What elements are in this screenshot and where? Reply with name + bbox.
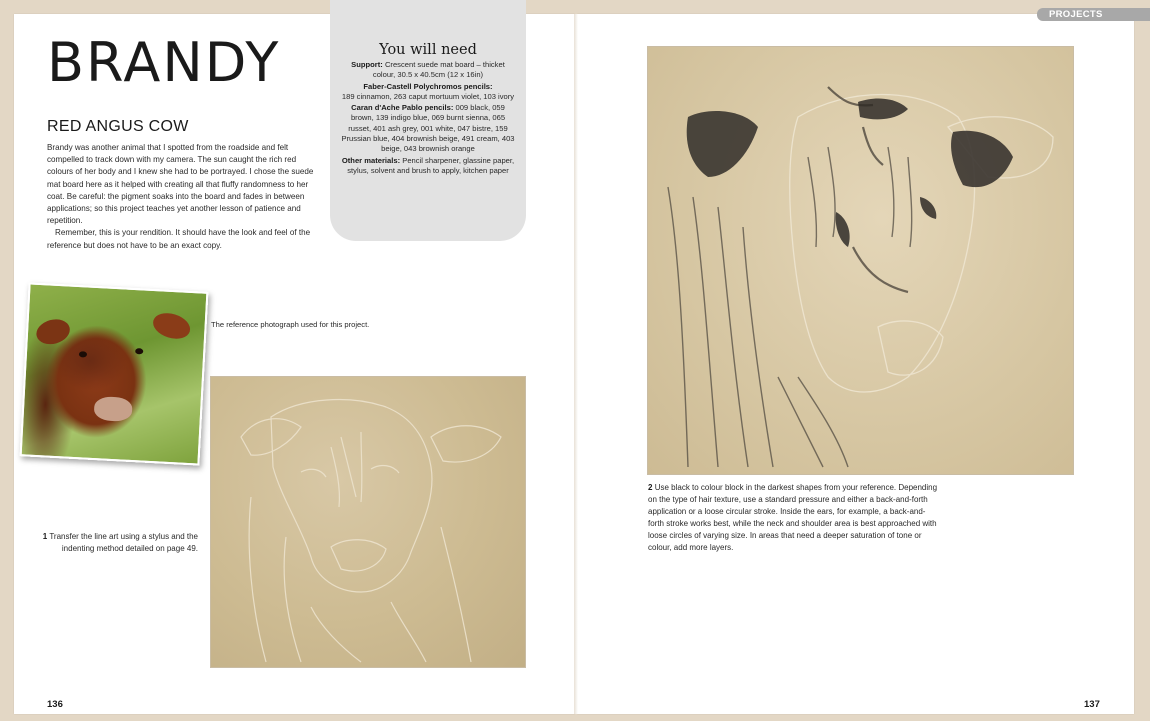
page-number-right: 137 [1084,699,1100,710]
cow-ear-right [150,309,193,343]
line-art-sketch [211,377,525,667]
step2-caption [648,482,938,555]
reference-photo [20,282,209,465]
materials-item-text: 009 black, 059 brown, 139 indigo blue, 069 burnt sienna, 065 russet, 401 ash grey, 001 white, 047 bistre, 159 Prussian blue, 404 brownish beige, 491 cream, 403 beige, 043 brownish orange [341,103,515,154]
materials-item-label: Caran d'Ache Pablo pencils: [351,103,454,113]
materials-item [340,82,516,103]
section-tab: PROJECTS [1037,8,1150,21]
cow-eye-right [135,348,143,354]
cow-muzzle [94,396,133,422]
photo-caption: The reference photograph used for this project. [211,320,370,329]
cow-drawing [648,47,1073,474]
intro-paragraph-2: Remember, this is your rendition. It should have the look and feel of the reference but does not have to be an exact copy. [47,228,311,250]
intro-text [47,142,315,252]
materials-item-text: 189 cinnamon, 263 caput mortuum violet, 103 ivory [341,91,515,101]
page-number-left: 136 [47,699,63,710]
materials-item-label: Faber-Castell Polychromos pencils: [363,81,493,91]
page-gutter [574,14,578,714]
cow-ear-left [34,316,73,348]
step1-caption [40,531,198,555]
intro-paragraph-1: Brandy was another animal that I spotted from the roadside and felt compelled to track down with my camera. The sun caught the rich red colours of her body and I knew she had to be portrayed. I chose the suede mat board here as it helped with creating all that fluffy randomness to her coat. Be careful: the pigment soaks into the board and fades in between applications; so this project teaches yet another lesson of patience and repetition. [47,143,314,226]
page-subtitle: RED ANGUS COW [47,118,189,135]
materials-item [340,156,516,177]
materials-item-text: Crescent suede mat board – thicket colour, 30.5 x 40.5cm (12 x 16in) [372,60,505,80]
materials-item-label: Support: [351,60,383,69]
step1-number: 1 [42,532,48,541]
page-title: BRANDY [47,31,281,94]
you-will-need-panel [330,0,526,241]
step1-line-art-image [211,377,525,667]
materials-item [340,60,516,81]
you-will-need-heading: You will need [379,42,477,58]
step2-text: Use black to colour block in the darkest shapes from your reference. Depending on the type of hair texture, use a standard pressure and either a back-and-forth application or a loose circular stroke. Inside the ears, for example, a back-and-forth stroke works best, while the neck and shoulder area is best approached with loose circles of varying size. In areas that need a deeper saturation of tone or colour, add more layers. [648,483,938,553]
step1-text: Transfer the line art using a stylus and the indenting method detailed on page 49. [49,532,198,553]
cow-eye-left [79,351,87,357]
materials-item-text: Pencil sharpener, glassine paper, stylus, solvent and brush to apply, kitchen paper [347,155,515,175]
materials-item [340,103,516,154]
step2-number: 2 [648,483,653,492]
materials-item-label: Other materials: [341,155,401,165]
step2-drawing-image [648,47,1073,474]
